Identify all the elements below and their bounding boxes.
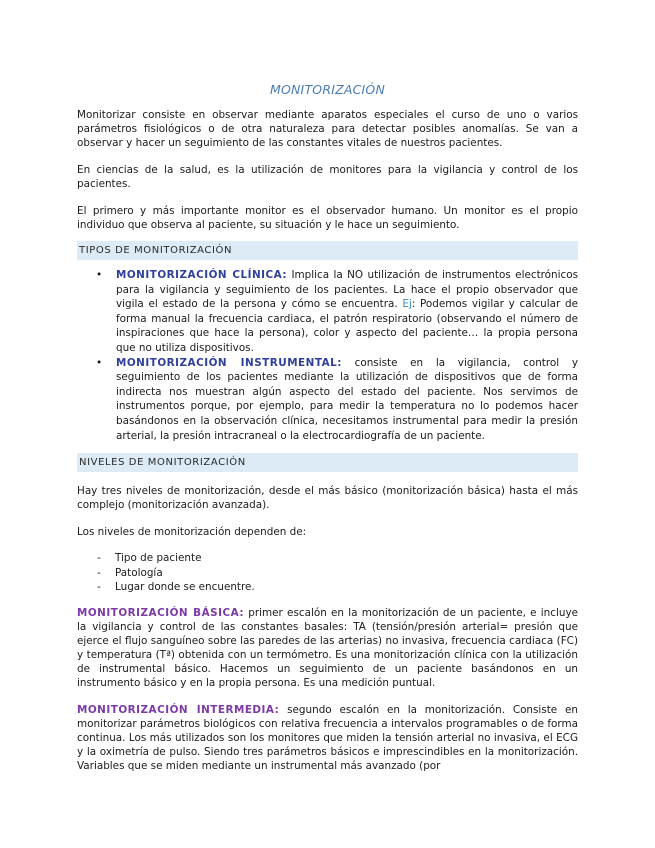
list-item-text: Tipo de paciente: [115, 552, 202, 565]
dash-icon: -: [97, 566, 101, 579]
clinica-text-a: Implica la NO utilización de instrumentos electrónicos para la vigilancia y seguimiento de los pacientes. La hace el propio observador que vigila el estado de la persona y cómo se encuentra.: [116, 269, 578, 311]
list-item: [77, 566, 578, 581]
dash-icon: -: [97, 581, 101, 594]
list-item: [77, 580, 578, 595]
niveles-paragraph-2: Los niveles de monitorización dependen de:: [77, 526, 307, 539]
basica-text: primer escalón en la monitorización de un paciente, e incluye la vigilancia y control de las constantes basales: TA (tensión/presión arterial= presión que ejerce el flujo sanguíneo sobre las paredes de las arterias) no invasiva, frecuencia cardiaca (FC) y temperatura (Tª) obtenida con un termómetro. Es una monitorización clínica con la utilización de instrumental básico. Hacemos un seguimiento de un paciente basándonos en un instrumento básico y en la propia persona. Es una medición puntual.: [77, 606, 578, 689]
bullet-icon: •: [96, 356, 103, 369]
intermedia-paragraph: [77, 703, 578, 773]
document-body: [77, 108, 578, 786]
term-intermedia: MONITORIZACIÓN INTERMEDIA:: [77, 703, 280, 716]
clinica-text-b: : Podemos vigilar y calcular de forma manual la frecuencia cardiaca, el patrón respiratorio (observando el número de inspiraciones que hace la persona), color y aspecto del paciente… la propia persona que no utiliza dispositivos.: [116, 298, 578, 354]
term-basica: MONITORIZACIÓN BÁSICA:: [77, 606, 245, 619]
section-heading-niveles: NIVELES DE MONITORIZACIÓN: [77, 453, 578, 472]
page-title: MONITORIZACIÓN: [269, 82, 386, 97]
term-clinica: MONITORIZACIÓN CLÍNICA:: [116, 269, 288, 281]
list-item: [77, 551, 578, 566]
section-heading-tipos: TIPOS DE MONITORIZACIÓN: [77, 241, 578, 260]
intro-paragraph-1: Monitorizar consiste en observar mediante aparatos especiales el curso de uno o varios parámetros fisiológicos o de otra naturaleza para detectar posibles anomalías. Se van a observar y hacer un seguimiento de las constantes vitales de nuestros pacientes.: [77, 109, 578, 149]
basica-paragraph: [77, 606, 578, 690]
list-item-instrumental: [77, 356, 578, 444]
intro-paragraph-2: En ciencias de la salud, es la utilización de monitores para la vigilancia y control de los pacientes.: [77, 164, 578, 190]
bullet-icon: •: [96, 269, 103, 281]
instrumental-text: consiste en la vigilancia, control y seguimiento de los pacientes mediante la utilización de dispositivos que de forma indirecta nos muestran algún aspecto del estado del paciente. Nos servimos de instrumentos porque, por ejemplo, para medir la temperatura no lo podemos hacer basándonos en la observación clínica, necesitamos instrumental para medir la presión arterial, la presión intracraneal o la electrocardiografía de un paciente.: [116, 356, 578, 442]
intro-paragraph-3: El primero y más importante monitor es el observador humano. Un monitor es el propio individuo que observa al paciente, su situación y le hace un seguimiento.: [77, 205, 578, 231]
tipos-list: [77, 268, 578, 443]
list-item-text: Patología: [115, 566, 163, 579]
list-item-clinica: [77, 268, 578, 356]
term-instrumental: MONITORIZACIÓN INSTRUMENTAL:: [116, 356, 342, 369]
ej-label: Ej: [402, 298, 412, 311]
intermedia-text: segundo escalón en la monitorización. Consiste en monitorizar parámetros biológicos con relativa frecuencia a intervalos programables o de forma continua. Los más utilizados son los monitores que miden la tensión arterial no invasiva, el ECG y la oximetría de pulso. Siendo tres parámetros básicos e imprescindibles en la monitorización. Variables que se miden mediante un instrumental más avanzado (por: [77, 703, 578, 772]
niveles-paragraph-1: Hay tres niveles de monitorización, desde el más básico (monitorización básica) hasta el más complejo (monitorización avanzada).: [77, 485, 578, 512]
list-item-text: Lugar donde se encuentre.: [115, 581, 255, 594]
niveles-factor-list: [77, 551, 578, 595]
dash-icon: -: [97, 552, 101, 565]
